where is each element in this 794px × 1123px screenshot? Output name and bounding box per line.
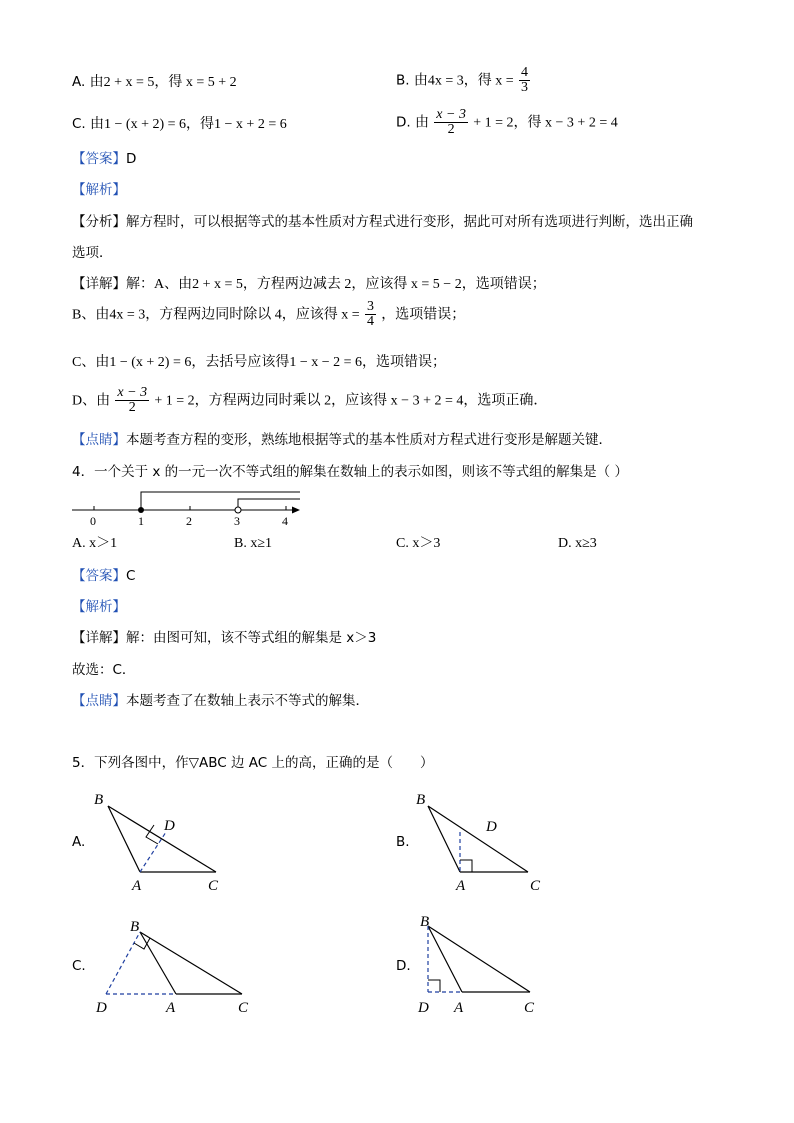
- tick-label-3: 3: [234, 514, 240, 528]
- q4-guxuan: 故选：C．: [72, 662, 136, 678]
- number-line: [68, 488, 308, 532]
- q4-analysis-heading: 【解析】: [72, 599, 126, 615]
- q3-xiangjie-d: D、由 $\frac{x - 3}{2}$ + 1 = 2，方程两边同时乘以 2，应该得 x − 3 + 2 = 4，选项正确．: [72, 385, 548, 415]
- q3-fenxi: 【分析】解方程时，可以根据等式的基本性质对方程式进行变形，据此可对所有选项进行判断，选出正确: [72, 214, 693, 230]
- q3-fenxi-cont: 选项．: [72, 245, 113, 261]
- vertex-d: D: [164, 818, 175, 834]
- q4-option-b: B. x≥1: [234, 536, 273, 551]
- q4-dianjing: 【点睛】本题考查了在数轴上表示不等式的解集．: [72, 693, 369, 709]
- tick-label-2: 2: [186, 514, 192, 528]
- figure-b: [410, 786, 560, 896]
- vertex-a: A: [166, 1000, 176, 1016]
- vertex-c: C: [208, 878, 219, 894]
- tick-label-1: 1: [138, 514, 144, 528]
- fraction: $\frac{x - 3}{2}$: [436, 107, 466, 137]
- q5-label-d: D.: [396, 958, 411, 974]
- vertex-b: B: [130, 919, 140, 935]
- vertex-c: C: [524, 1000, 535, 1016]
- vertex-b: B: [416, 792, 426, 808]
- vertex-d: D: [418, 1000, 429, 1016]
- q5-label-a: A.: [72, 834, 86, 850]
- q5-stem: 5．下列各图中，作▽ABC 边 AC 上的高，正确的是（ ）: [72, 755, 434, 771]
- vertex-a: A: [132, 878, 142, 894]
- q4-xiangjie: 【详解】解：由图可知，该不等式组的解集是 x＞3: [72, 630, 377, 646]
- vertex-b: B: [420, 914, 430, 930]
- q3-xiangjie-a: 【详解】解：A、由2 + x = 5，方程两边减去 2，应该得 x = 5 − 2，选项错误；: [72, 276, 546, 292]
- figure-c: [90, 914, 260, 1024]
- q4-stem: 4．一个关于 x 的一元一次不等式组的解集在数轴上的表示如图，则该不等式组的解集是（ ）: [72, 464, 628, 480]
- q3-answer: 【答案】D: [72, 151, 137, 167]
- q3-option-d: D. 由 $\frac{x - 3}{2}$ + 1 = 2，得 x − 3 + 2 = 4: [396, 107, 618, 137]
- q4-option-d: D. x≥3: [558, 536, 597, 551]
- vertex-d: D: [486, 819, 497, 835]
- fraction: $\frac{3}{4}$: [366, 299, 374, 329]
- vertex-c: C: [530, 878, 541, 894]
- q4-option-a: A. x＞1: [72, 536, 118, 551]
- q3-option-b: B. 由4x = 3，得 x = $\frac{4}{3}$: [396, 65, 528, 95]
- vertex-a: A: [454, 1000, 464, 1016]
- tick-label-4: 4: [282, 514, 288, 528]
- figure-d: [412, 910, 562, 1026]
- q3-option-c: C. 由1 − (x + 2) = 6，得1 − x + 2 = 6: [72, 116, 287, 132]
- q3-analysis-heading: 【解析】: [72, 182, 126, 198]
- q3-xiangjie-c: C、由1 − (x + 2) = 6，去括号应该得1 − x − 2 = 6，选项错误；: [72, 355, 447, 370]
- q4-answer: 【答案】C: [72, 568, 136, 584]
- vertex-b: B: [94, 792, 104, 808]
- vertex-d: D: [96, 1000, 107, 1016]
- figure-a: [88, 786, 238, 896]
- q5-label-b: B.: [396, 834, 410, 850]
- fraction: $\frac{4}{3}$: [520, 65, 528, 95]
- tick-label-0: 0: [90, 514, 96, 528]
- q5-label-c: C.: [72, 958, 86, 974]
- q4-option-c: C. x＞3: [396, 536, 441, 551]
- q3-xiangjie-b: B、由4x = 3，方程两边同时除以 4，应该得 x = $\frac{3}{4}$ ，选项错误；: [72, 299, 466, 329]
- vertex-c: C: [238, 1000, 249, 1016]
- q3-option-a: A. 由2 + x = 5，得 x = 5 + 2: [72, 74, 237, 90]
- vertex-a: A: [456, 878, 466, 894]
- fraction: $\frac{x - 3}{2}$: [117, 385, 148, 415]
- q3-dianjing: 【点睛】本题考查方程的变形，熟练地根据等式的基本性质对方程式进行变形是解题关键．: [72, 432, 612, 448]
